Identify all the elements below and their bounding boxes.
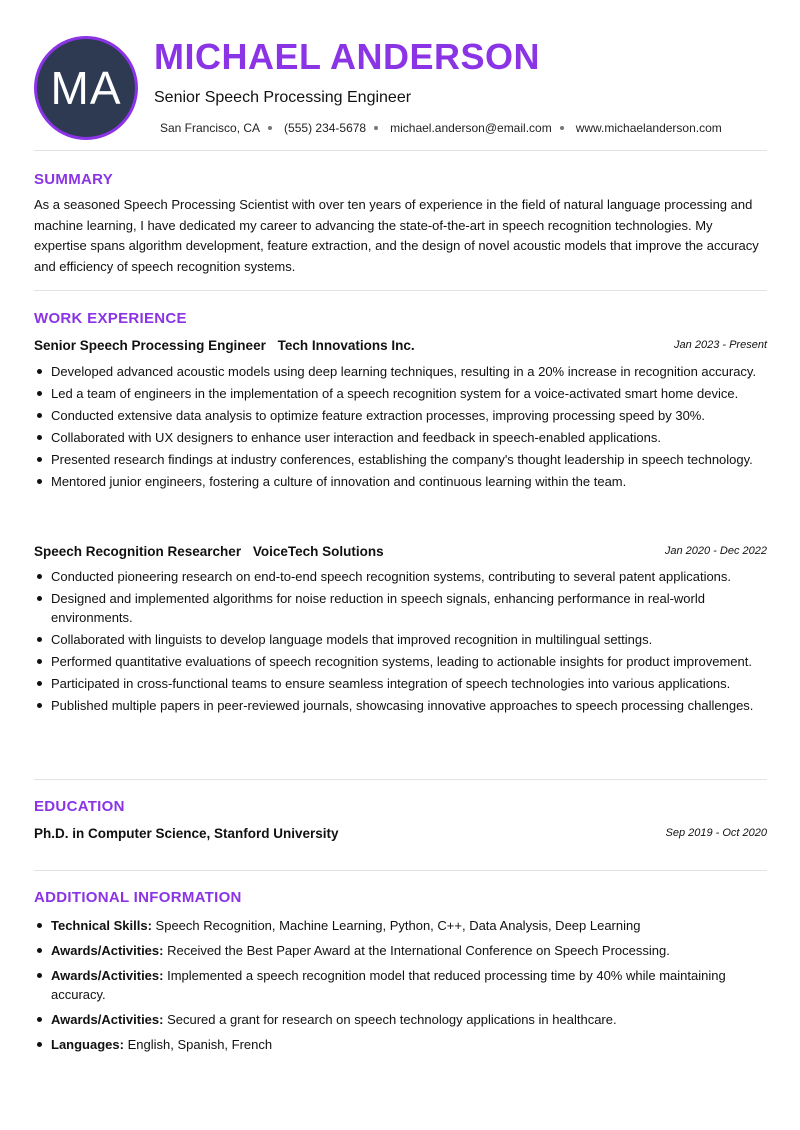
resume-page	[34, 0, 767, 1052]
contact-website[interactable]: www.michaelanderson.com	[575, 121, 722, 135]
contact-location: San Francisco, CA	[160, 121, 261, 135]
job-bullets	[34, 567, 767, 718]
education-entry	[34, 826, 767, 841]
item-text: English, Spanish, French	[127, 1037, 273, 1052]
separator-dot-icon	[268, 126, 272, 130]
separator-dot-icon	[374, 126, 378, 130]
job-title: Speech Recognition Researcher	[34, 544, 242, 559]
job-header	[34, 544, 767, 562]
contact-phone[interactable]: (555) 234-5678	[284, 121, 367, 135]
item-label: Languages:	[51, 1037, 124, 1052]
education-heading: EDUCATION	[34, 798, 125, 815]
item-label: Awards/Activities:	[51, 968, 164, 983]
list-item	[34, 966, 767, 1004]
list-item	[34, 916, 767, 935]
contact-email[interactable]: michael.anderson@email.com	[390, 121, 552, 135]
item-label: Awards/Activities:	[51, 943, 164, 958]
additional-info-list	[34, 916, 767, 1060]
list-item: Published multiple papers in peer-reviewed journals, showcasing innovative approaches to speech processing challenges.	[34, 696, 767, 715]
list-item: Collaborated with UX designers to enhance user interaction and feedback in speech-enabled applications.	[34, 428, 767, 447]
section-divider	[34, 779, 767, 780]
list-item: Presented research findings at industry conferences, establishing the company's thought leadership in speech technology.	[34, 450, 767, 469]
job-company: VoiceTech Solutions	[252, 544, 384, 559]
job-company: Tech Innovations Inc.	[277, 338, 415, 353]
separator-dot-icon	[560, 126, 564, 130]
list-item: Performed quantitative evaluations of speech recognition systems, leading to actionable insights for product improvement.	[34, 652, 767, 671]
list-item	[34, 941, 767, 960]
summary-text: As a seasoned Speech Processing Scientist with over ten years of experience in the field of natural language processing and machine learning, I have dedicated my career to advancing the state-of-the-art in speech recognition technologies. My expertise spans algorithm development, feature extraction, and the design of novel acoustic models that improve the accuracy and efficiency of speech recognition systems.	[34, 197, 759, 274]
item-text: Implemented a speech recognition model that reduced processing time by 40% while maintaining accuracy.	[51, 968, 726, 1002]
list-item: Participated in cross-functional teams to ensure seamless integration of speech technologies into various applications.	[34, 674, 767, 693]
education-degree: Ph.D. in Computer Science, Stanford University	[34, 826, 339, 841]
contact-bar	[160, 121, 722, 135]
candidate-name: MICHAEL ANDERSON	[154, 36, 541, 77]
candidate-role: Senior Speech Processing Engineer	[154, 89, 412, 106]
resume-header	[34, 0, 767, 150]
list-item: Led a team of engineers in the implementation of a speech recognition system for a voice-activated smart home device.	[34, 384, 767, 403]
section-divider	[34, 870, 767, 871]
list-item: Conducted extensive data analysis to optimize feature extraction processes, improving processing speed by 30%.	[34, 406, 767, 425]
list-item	[34, 1035, 767, 1054]
item-text: Speech Recognition, Machine Learning, Python, C++, Data Analysis, Deep Learning	[155, 918, 641, 933]
education-date: Sep 2019 - Oct 2020	[665, 827, 767, 839]
job-bullets	[34, 362, 767, 494]
section-divider	[34, 150, 767, 151]
list-item: Developed advanced acoustic models using deep learning techniques, resulting in a 20% increase in recognition accuracy.	[34, 362, 767, 381]
list-item	[34, 1010, 767, 1029]
job-header	[34, 338, 767, 356]
experience-heading: WORK EXPERIENCE	[34, 310, 187, 327]
job-date: Jan 2023 - Present	[674, 339, 767, 351]
list-item: Mentored junior engineers, fostering a culture of innovation and continuous learning within the team.	[34, 472, 767, 491]
item-label: Technical Skills:	[51, 918, 152, 933]
section-divider	[34, 290, 767, 291]
item-text: Received the Best Paper Award at the International Conference on Speech Processing.	[167, 943, 670, 958]
summary-heading: SUMMARY	[34, 171, 114, 188]
list-item: Designed and implemented algorithms for noise reduction in speech signals, enhancing performance in real-world environments.	[34, 589, 767, 627]
avatar-initials: MA	[50, 62, 122, 114]
additional-info-heading: ADDITIONAL INFORMATION	[34, 889, 242, 906]
list-item: Conducted pioneering research on end-to-end speech recognition systems, contributing to several patent applications.	[34, 567, 767, 586]
avatar	[34, 36, 138, 140]
list-item: Collaborated with linguists to develop language models that improved recognition in multilingual settings.	[34, 630, 767, 649]
job-date: Jan 2020 - Dec 2022	[664, 545, 767, 557]
item-text: Secured a grant for research on speech technology applications in healthcare.	[167, 1012, 617, 1027]
job-title: Senior Speech Processing Engineer	[34, 338, 266, 353]
item-label: Awards/Activities:	[51, 1012, 164, 1027]
